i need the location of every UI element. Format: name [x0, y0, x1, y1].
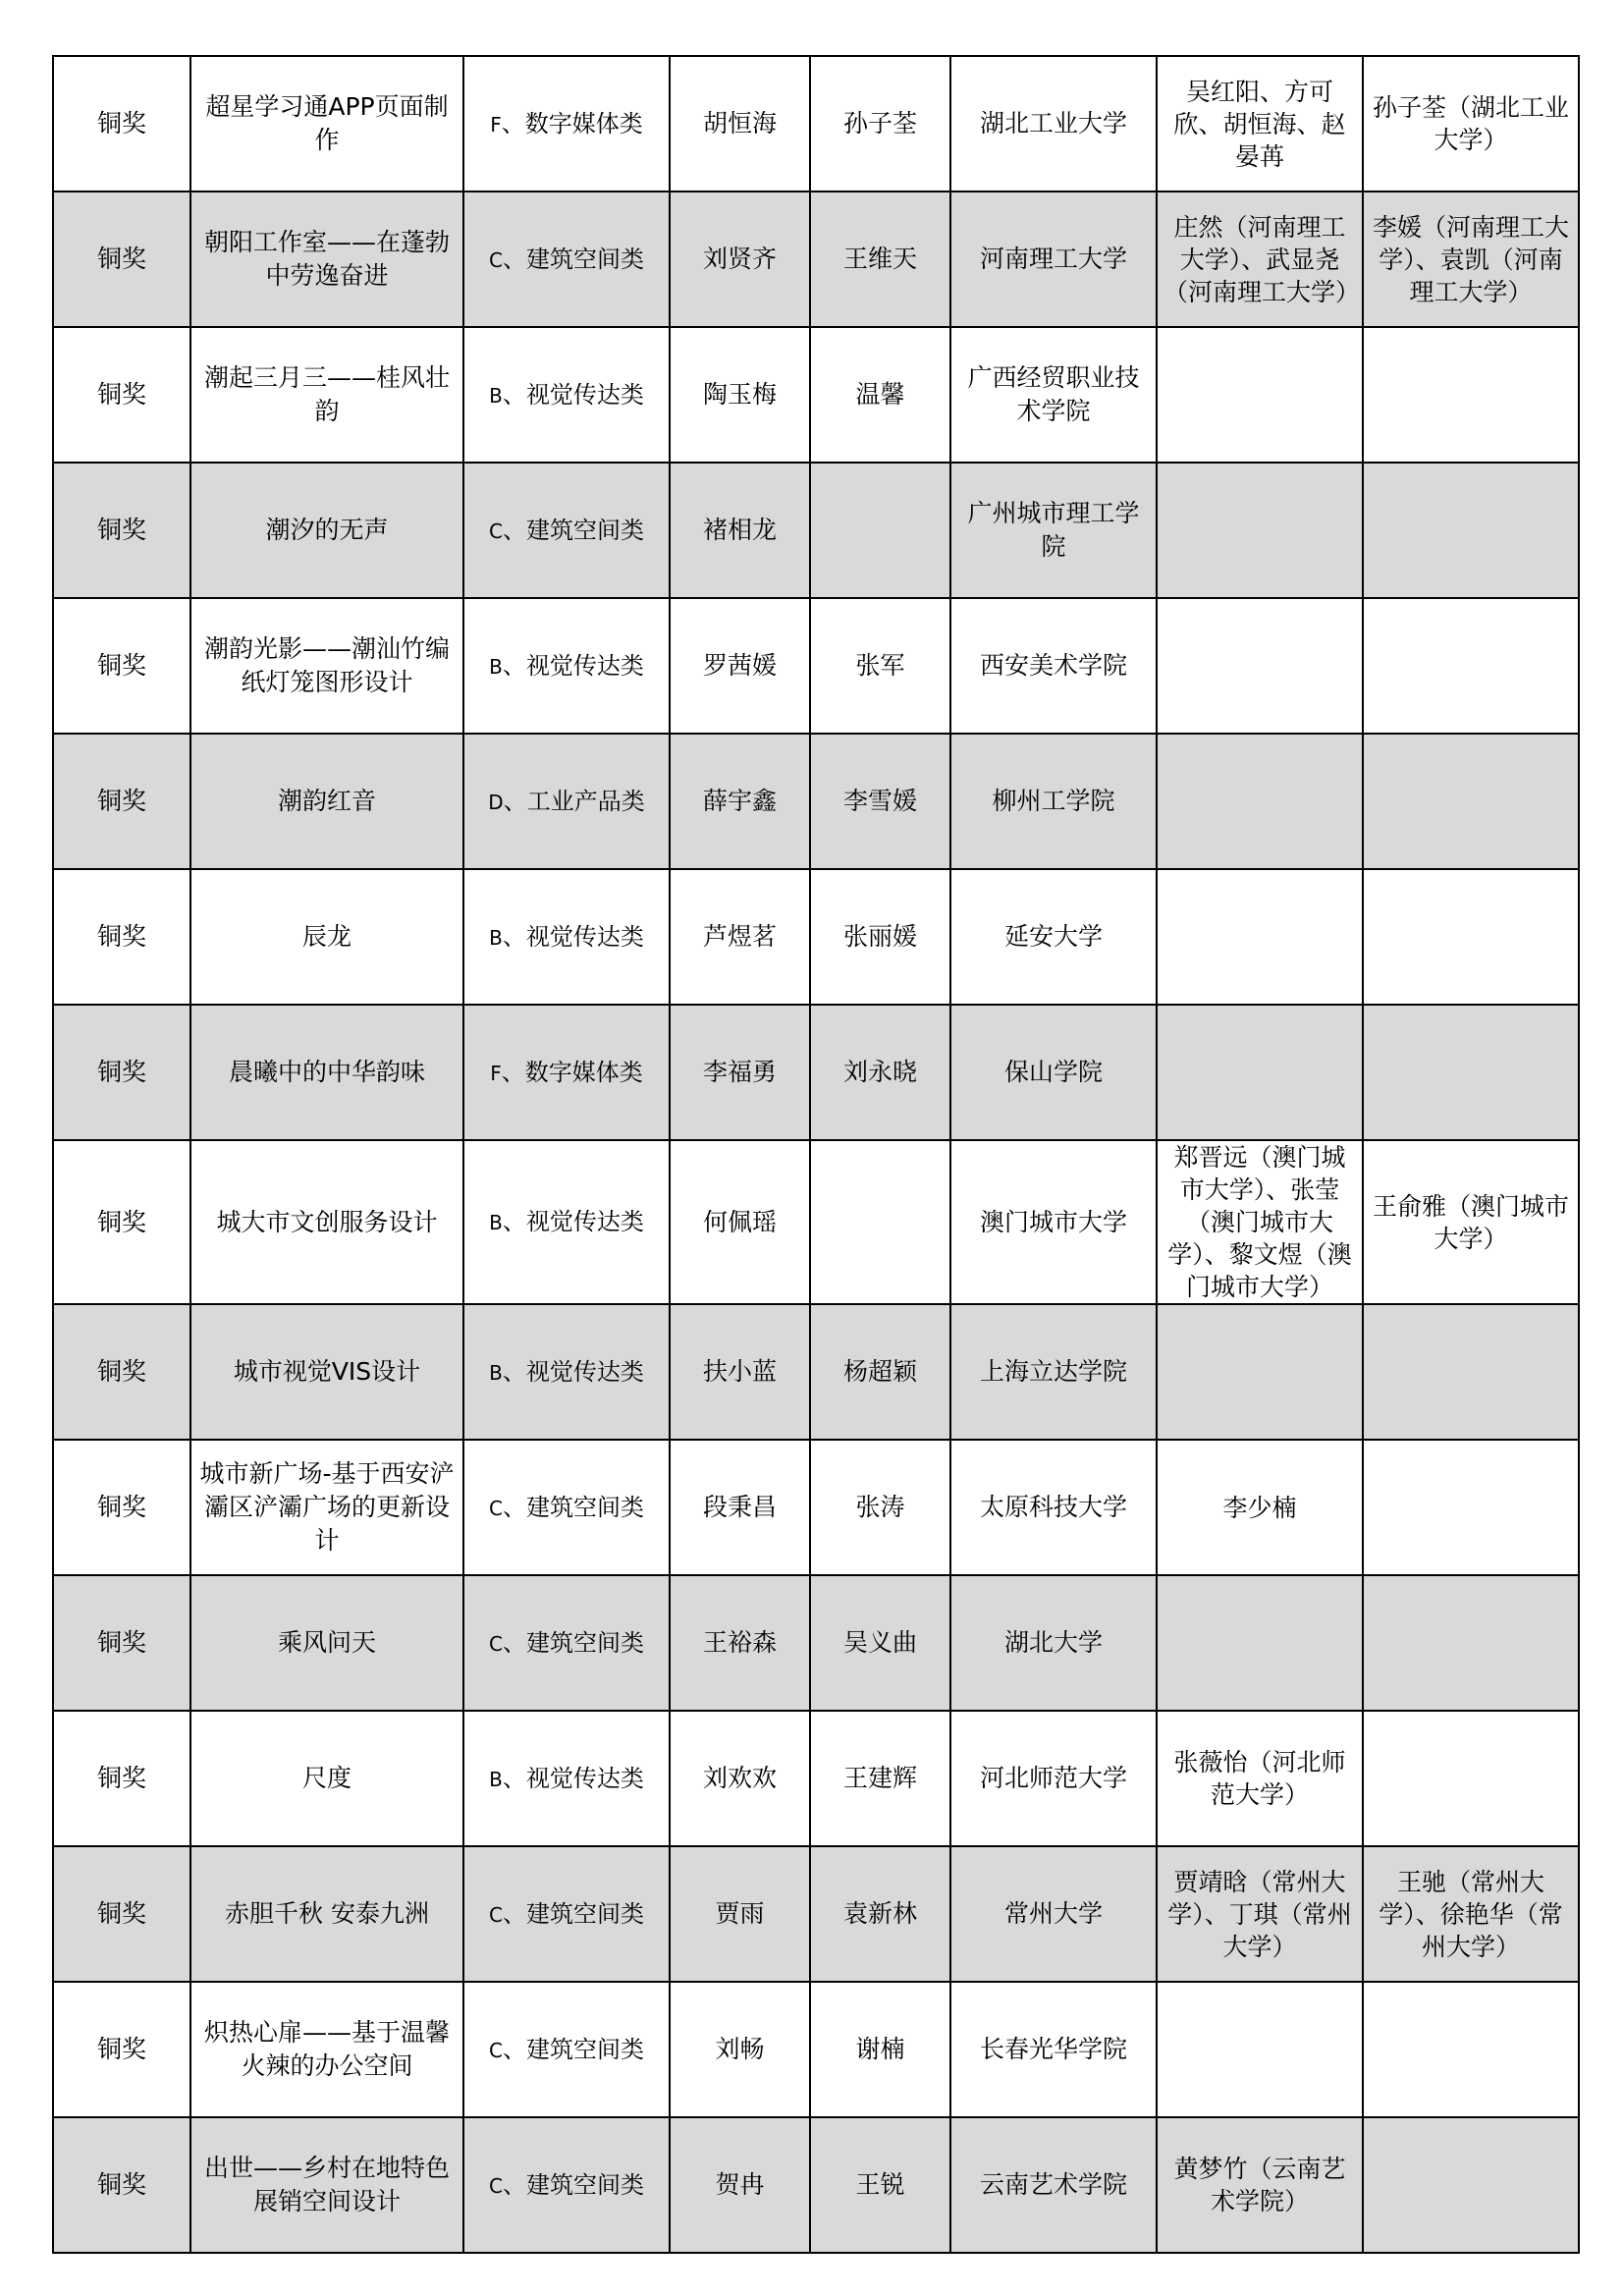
- author-cell-text: 刘畅: [715, 2035, 765, 2063]
- school-cell-text: 广西经贸职业技术学院: [967, 363, 1140, 425]
- advisor-cell: [810, 327, 950, 463]
- category-code: F: [490, 112, 502, 137]
- author-cell-text: 李福勇: [702, 1058, 777, 1086]
- advisor-cell-text: 王建辉: [842, 1764, 917, 1792]
- table-row: [53, 56, 1579, 191]
- category-name: 建筑空间类: [525, 1628, 644, 1657]
- advisor-cell-text: 吴义曲: [842, 1628, 917, 1657]
- author-cell-text: 芦煜茗: [702, 922, 777, 951]
- advisor-cell: [810, 1982, 950, 2117]
- school-cell-text: 湖北工业大学: [979, 109, 1127, 137]
- title-cell-text: 潮起三月三——桂风壮韵: [203, 363, 450, 425]
- school-cell-text: 云南艺术学院: [979, 2170, 1127, 2199]
- school-cell: [950, 327, 1157, 463]
- team-cell-text: 张薇怡（河北师范大学）: [1173, 1748, 1346, 1809]
- award-cell: [53, 191, 190, 327]
- advisor-cell: [810, 1005, 950, 1140]
- title-cell: [190, 734, 463, 869]
- advisor-cell-text: 孙子荃: [842, 109, 917, 137]
- title-cell: [190, 869, 463, 1005]
- author-cell-text: 贺冉: [715, 2170, 765, 2199]
- award-cell-text: 铜奖: [96, 1764, 146, 1792]
- category-cell: [463, 1005, 670, 1140]
- award-cell-text: 铜奖: [96, 1207, 146, 1236]
- category-separator: 、: [502, 1357, 526, 1386]
- category-code: B: [489, 1360, 503, 1385]
- extra-cell: [1363, 1140, 1579, 1304]
- category-cell: [463, 1575, 670, 1711]
- category-name: 数字媒体类: [524, 1058, 643, 1086]
- title-cell: [190, 1440, 463, 1575]
- title-cell-text: 潮韵红音: [277, 787, 376, 815]
- extra-cell: [1363, 869, 1579, 1005]
- advisor-cell-text: 张涛: [855, 1493, 905, 1521]
- award-cell: [53, 1140, 190, 1304]
- extra-cell-text: 孙子荃（湖北工业大学）: [1372, 93, 1569, 154]
- category-separator: 、: [502, 922, 526, 951]
- table-row: [53, 869, 1579, 1005]
- title-cell-text: 潮汐的无声: [265, 516, 389, 544]
- team-cell: [1157, 1711, 1363, 1846]
- advisor-cell: [810, 1304, 950, 1440]
- title-cell-text: 炽热心扉——基于温馨火辣的办公空间: [203, 2018, 450, 2080]
- award-cell-text: 铜奖: [96, 787, 146, 815]
- advisor-cell: [810, 463, 950, 598]
- school-cell-text: 澳门城市大学: [979, 1207, 1127, 1236]
- team-cell: [1157, 1575, 1363, 1711]
- category-separator: 、: [502, 1628, 526, 1657]
- author-cell: [670, 598, 810, 734]
- category-cell: [463, 1440, 670, 1575]
- team-cell: [1157, 1304, 1363, 1440]
- category-code: C: [489, 519, 503, 543]
- awards-table-body: [53, 56, 1579, 2253]
- advisor-cell-text: 张军: [855, 651, 905, 680]
- title-cell: [190, 1711, 463, 1846]
- category-separator: 、: [502, 651, 526, 680]
- author-cell: [670, 1575, 810, 1711]
- category-separator: 、: [502, 380, 526, 409]
- award-cell: [53, 1005, 190, 1140]
- title-cell-text: 超星学习通APP页面制作: [205, 92, 449, 154]
- category-code: F: [490, 1061, 502, 1085]
- author-cell-text: 贾雨: [715, 1899, 765, 1928]
- category-name: 建筑空间类: [525, 1493, 644, 1521]
- category-cell: [463, 1711, 670, 1846]
- table-row: [53, 1982, 1579, 2117]
- team-cell: [1157, 463, 1363, 598]
- category-cell: [463, 598, 670, 734]
- school-cell: [950, 1440, 1157, 1575]
- team-cell: [1157, 1005, 1363, 1140]
- school-cell: [950, 1711, 1157, 1846]
- award-cell: [53, 463, 190, 598]
- category-cell: [463, 734, 670, 869]
- category-code: B: [489, 383, 503, 408]
- extra-cell: [1363, 598, 1579, 734]
- table-row: [53, 463, 1579, 598]
- title-cell-text: 出世——乡村在地特色展销空间设计: [203, 2154, 450, 2215]
- author-cell: [670, 1304, 810, 1440]
- advisor-cell-text: 刘永晓: [842, 1058, 917, 1086]
- category-name: 数字媒体类: [524, 109, 643, 137]
- award-cell-text: 铜奖: [96, 922, 146, 951]
- author-cell: [670, 1140, 810, 1304]
- school-cell: [950, 1982, 1157, 2117]
- author-cell-text: 何佩瑶: [702, 1207, 777, 1236]
- advisor-cell: [810, 2117, 950, 2253]
- title-cell: [190, 327, 463, 463]
- title-cell: [190, 1304, 463, 1440]
- team-cell: [1157, 56, 1363, 191]
- title-cell: [190, 1575, 463, 1711]
- author-cell-text: 刘贤齐: [702, 245, 777, 273]
- award-cell: [53, 869, 190, 1005]
- category-cell: [463, 1140, 670, 1304]
- table-row: [53, 1005, 1579, 1140]
- category-name: 工业产品类: [526, 787, 645, 815]
- title-cell: [190, 1846, 463, 1982]
- school-cell: [950, 56, 1157, 191]
- extra-cell-text: 王驰（常州大学）、徐艳华（常州大学）: [1379, 1867, 1563, 1961]
- advisor-cell: [810, 56, 950, 191]
- category-code: C: [489, 2038, 503, 2062]
- advisor-cell: [810, 191, 950, 327]
- advisor-cell: [810, 1440, 950, 1575]
- team-cell-text: 李少楠: [1222, 1493, 1297, 1522]
- advisor-cell: [810, 598, 950, 734]
- extra-cell: [1363, 191, 1579, 327]
- category-separator: 、: [502, 516, 526, 544]
- team-cell: [1157, 734, 1363, 869]
- category-name: 视觉传达类: [525, 1764, 644, 1792]
- extra-cell: [1363, 327, 1579, 463]
- category-cell: [463, 327, 670, 463]
- team-cell-text: 黄梦竹（云南艺术学院）: [1173, 2155, 1346, 2215]
- award-cell-text: 铜奖: [96, 2035, 146, 2063]
- category-cell: [463, 56, 670, 191]
- table-row: [53, 598, 1579, 734]
- team-cell: [1157, 327, 1363, 463]
- extra-cell: [1363, 1575, 1579, 1711]
- extra-cell: [1363, 56, 1579, 191]
- award-cell-text: 铜奖: [96, 1899, 146, 1928]
- advisor-cell-text: 王锐: [855, 2170, 905, 2199]
- title-cell: [190, 2117, 463, 2253]
- category-name: 视觉传达类: [525, 651, 644, 680]
- award-cell-text: 铜奖: [96, 1357, 146, 1386]
- award-cell: [53, 1440, 190, 1575]
- school-cell-text: 河南理工大学: [979, 245, 1127, 273]
- award-cell-text: 铜奖: [96, 2170, 146, 2199]
- table-row: [53, 734, 1579, 869]
- extra-cell: [1363, 463, 1579, 598]
- table-row: [53, 1846, 1579, 1982]
- awards-table: [52, 55, 1580, 2254]
- category-cell: [463, 1304, 670, 1440]
- award-cell-text: 铜奖: [96, 516, 146, 544]
- advisor-cell-text: 袁新林: [842, 1899, 917, 1928]
- school-cell: [950, 1140, 1157, 1304]
- school-cell: [950, 598, 1157, 734]
- category-separator: 、: [502, 1493, 526, 1521]
- school-cell: [950, 463, 1157, 598]
- advisor-cell: [810, 1140, 950, 1304]
- school-cell-text: 湖北大学: [1003, 1628, 1103, 1657]
- category-name: 建筑空间类: [525, 2170, 644, 2199]
- category-name: 建筑空间类: [525, 516, 644, 544]
- advisor-cell-text: 杨超颖: [842, 1357, 917, 1386]
- table-row: [53, 1711, 1579, 1846]
- title-cell: [190, 56, 463, 191]
- advisor-cell: [810, 869, 950, 1005]
- team-cell: [1157, 1140, 1363, 1304]
- school-cell-text: 长春光华学院: [979, 2035, 1127, 2063]
- author-cell-text: 刘欢欢: [702, 1764, 777, 1792]
- title-cell: [190, 1982, 463, 2117]
- award-cell: [53, 2117, 190, 2253]
- school-cell-text: 保山学院: [1003, 1058, 1103, 1086]
- author-cell: [670, 56, 810, 191]
- advisor-cell-text: 张丽媛: [842, 922, 917, 951]
- table-row: [53, 1575, 1579, 1711]
- title-cell: [190, 463, 463, 598]
- award-cell: [53, 56, 190, 191]
- category-separator: 、: [502, 2170, 526, 2199]
- table-row: [53, 1440, 1579, 1575]
- author-cell: [670, 327, 810, 463]
- title-cell: [190, 598, 463, 734]
- category-code: C: [489, 1631, 503, 1656]
- table-row: [53, 327, 1579, 463]
- author-cell-text: 罗茜媛: [702, 651, 777, 680]
- extra-cell: [1363, 1711, 1579, 1846]
- author-cell: [670, 1005, 810, 1140]
- team-cell: [1157, 1846, 1363, 1982]
- advisor-cell-text: 王维天: [842, 245, 917, 273]
- award-cell: [53, 327, 190, 463]
- advisor-cell-text: 温馨: [855, 380, 905, 409]
- award-cell-text: 铜奖: [96, 109, 146, 137]
- school-cell: [950, 1846, 1157, 1982]
- category-separator: 、: [501, 109, 525, 137]
- school-cell-text: 上海立达学院: [979, 1357, 1127, 1386]
- school-cell-text: 广州城市理工学院: [967, 499, 1140, 561]
- title-cell-text: 晨曦中的中华韵味: [228, 1058, 425, 1086]
- table-row: [53, 191, 1579, 327]
- school-cell-text: 西安美术学院: [979, 651, 1127, 680]
- category-code: C: [489, 2173, 503, 2198]
- title-cell-text: 城市视觉VIS设计: [233, 1357, 421, 1386]
- title-cell-text: 赤胆千秋 安泰九洲: [225, 1899, 429, 1928]
- advisor-cell-text: 李雪媛: [842, 787, 917, 815]
- award-cell: [53, 1711, 190, 1846]
- extra-cell-text: 王俞雅（澳门城市大学）: [1372, 1191, 1569, 1253]
- title-cell: [190, 191, 463, 327]
- category-name: 建筑空间类: [525, 2035, 644, 2063]
- school-cell-text: 常州大学: [1003, 1899, 1103, 1928]
- extra-cell: [1363, 1440, 1579, 1575]
- team-cell-text: 吴红阳、方可欣、胡恒海、赵晏苒: [1173, 77, 1346, 171]
- category-cell: [463, 2117, 670, 2253]
- award-cell: [53, 734, 190, 869]
- title-cell-text: 潮韵光影——潮汕竹编纸灯笼图形设计: [203, 634, 450, 696]
- category-name: 建筑空间类: [525, 245, 644, 273]
- category-separator: 、: [502, 1208, 526, 1235]
- category-name: 建筑空间类: [525, 1899, 644, 1928]
- category-code: C: [489, 247, 503, 272]
- category-name: 视觉传达类: [525, 922, 644, 951]
- category-code: C: [489, 1496, 503, 1520]
- school-cell: [950, 734, 1157, 869]
- author-cell-text: 褚相龙: [702, 516, 777, 544]
- advisor-cell: [810, 734, 950, 869]
- author-cell: [670, 2117, 810, 2253]
- category-name: 视觉传达类: [525, 1208, 644, 1235]
- title-cell-text: 乘风问天: [277, 1628, 376, 1657]
- award-cell: [53, 598, 190, 734]
- author-cell: [670, 869, 810, 1005]
- author-cell: [670, 191, 810, 327]
- school-cell: [950, 1005, 1157, 1140]
- extra-cell: [1363, 1304, 1579, 1440]
- award-cell: [53, 1846, 190, 1982]
- team-cell: [1157, 1440, 1363, 1575]
- author-cell-text: 陶玉梅: [702, 380, 777, 409]
- school-cell-text: 河北师范大学: [979, 1764, 1127, 1792]
- category-code: B: [489, 925, 503, 950]
- title-cell-text: 辰龙: [301, 922, 352, 951]
- category-code: B: [489, 1211, 503, 1234]
- author-cell: [670, 463, 810, 598]
- author-cell-text: 段秉昌: [702, 1493, 777, 1521]
- school-cell: [950, 1304, 1157, 1440]
- advisor-cell: [810, 1846, 950, 1982]
- school-cell: [950, 1575, 1157, 1711]
- advisor-cell-text: 谢楠: [855, 2035, 905, 2063]
- category-cell: [463, 463, 670, 598]
- title-cell: [190, 1005, 463, 1140]
- extra-cell-text: 李媛（河南理工大学）、袁凯（河南理工大学）: [1372, 212, 1569, 306]
- title-cell-text: 尺度: [301, 1764, 352, 1792]
- category-code: B: [489, 1767, 503, 1791]
- author-cell: [670, 734, 810, 869]
- award-cell-text: 铜奖: [96, 1058, 146, 1086]
- author-cell: [670, 1711, 810, 1846]
- author-cell-text: 胡恒海: [702, 109, 777, 137]
- award-cell-text: 铜奖: [96, 245, 146, 273]
- author-cell-text: 薛宇鑫: [702, 787, 777, 815]
- title-cell-text: 朝阳工作室——在蓬勃中劳逸奋进: [203, 228, 450, 290]
- category-cell: [463, 1982, 670, 2117]
- award-cell: [53, 1575, 190, 1711]
- school-cell-text: 延安大学: [1003, 922, 1103, 951]
- award-cell-text: 铜奖: [96, 651, 146, 680]
- title-cell-text: 城大市文创服务设计: [216, 1207, 438, 1236]
- author-cell: [670, 1846, 810, 1982]
- table-row: [53, 1304, 1579, 1440]
- award-cell-text: 铜奖: [96, 1493, 146, 1521]
- author-cell-text: 王裕森: [702, 1628, 777, 1657]
- school-cell: [950, 191, 1157, 327]
- category-separator: 、: [502, 2035, 526, 2063]
- category-code: D: [488, 790, 504, 814]
- category-separator: 、: [503, 787, 527, 815]
- table-row: [53, 1140, 1579, 1304]
- award-cell: [53, 1982, 190, 2117]
- author-cell-text: 扶小蓝: [702, 1357, 777, 1386]
- extra-cell: [1363, 2117, 1579, 2253]
- title-cell: [190, 1140, 463, 1304]
- extra-cell: [1363, 1005, 1579, 1140]
- extra-cell: [1363, 1982, 1579, 2117]
- advisor-cell: [810, 1711, 950, 1846]
- team-cell: [1157, 1982, 1363, 2117]
- team-cell: [1157, 191, 1363, 327]
- category-code: B: [489, 654, 503, 679]
- category-code: C: [489, 1902, 503, 1927]
- award-cell: [53, 1304, 190, 1440]
- team-cell: [1157, 869, 1363, 1005]
- school-cell-text: 柳州工学院: [992, 787, 1115, 815]
- category-name: 视觉传达类: [525, 380, 644, 409]
- category-cell: [463, 869, 670, 1005]
- extra-cell: [1363, 734, 1579, 869]
- advisor-cell: [810, 1575, 950, 1711]
- table-row: [53, 2117, 1579, 2253]
- category-separator: 、: [502, 1764, 526, 1792]
- author-cell: [670, 1982, 810, 2117]
- team-cell: [1157, 2117, 1363, 2253]
- team-cell: [1157, 598, 1363, 734]
- team-cell-text: 郑晋远（澳门城市大学）、张莹（澳门城市大学）、黎文煜（澳门城市大学）: [1167, 1143, 1352, 1301]
- school-cell: [950, 2117, 1157, 2253]
- award-cell-text: 铜奖: [96, 380, 146, 409]
- school-cell-text: 太原科技大学: [979, 1493, 1127, 1521]
- category-separator: 、: [502, 245, 526, 273]
- title-cell-text: 城市新广场-基于西安浐灞区浐灞广场的更新设计: [199, 1459, 455, 1555]
- award-cell-text: 铜奖: [96, 1628, 146, 1657]
- extra-cell: [1363, 1846, 1579, 1982]
- category-separator: 、: [502, 1899, 526, 1928]
- author-cell: [670, 1440, 810, 1575]
- category-cell: [463, 1846, 670, 1982]
- category-name: 视觉传达类: [525, 1357, 644, 1386]
- category-cell: [463, 191, 670, 327]
- category-separator: 、: [501, 1058, 525, 1086]
- team-cell-text: 庄然（河南理工大学）、武显尧（河南理工大学）: [1163, 212, 1361, 306]
- school-cell: [950, 869, 1157, 1005]
- team-cell-text: 贾靖晗（常州大学）、丁琪（常州大学）: [1167, 1867, 1352, 1961]
